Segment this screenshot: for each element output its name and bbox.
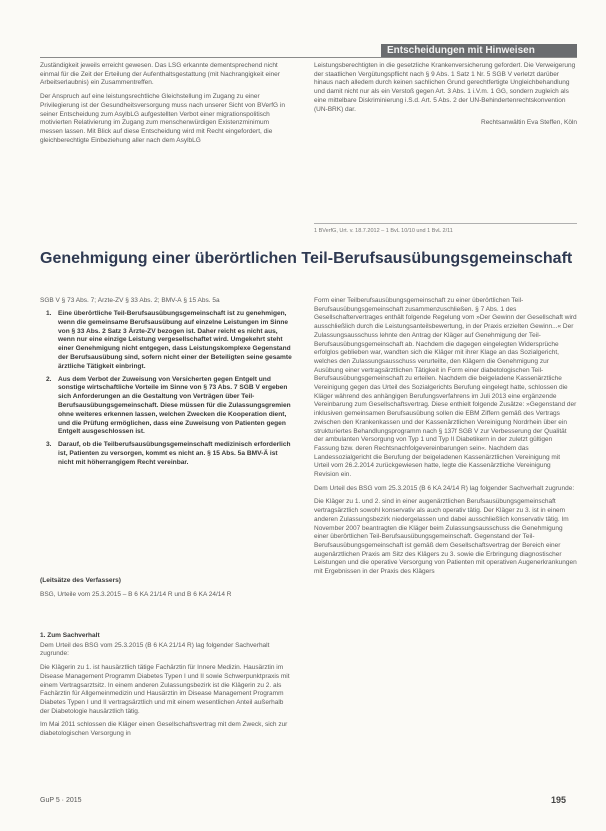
paragraph: Leistungsberechtigten in die gesetzliche Krankenversicherung gefordert. Die Verweigerung der staatlichen Vergütungspflicht nach § 9 Abs. 1 Satz 1 Nr. 5 SGB V verletzt darüber hinaus nach alledem durch keinen sachlichen Grund gerechtfertigte Ungleichbehandlung und damit nicht nur als ein Verstoß gegen Art. 3 Abs. 1 i.V.m. 1 GG, sondern zugleich als eine mittelbare Diskriminierung i.S.d. Art. 5 Abs. 2 der UN-Behindertenrechtskonvention (UN-BRK) dar. bbox=[314, 62, 576, 113]
page-number: 195 bbox=[551, 795, 567, 805]
headnote-number: 1. bbox=[46, 310, 52, 317]
paragraph: Dem Urteil des BSG vom 25.3.2015 (B 6 KA 21/14 R) lag folgender Sachverhalt zugrunde: bbox=[40, 641, 270, 658]
paragraph: Die Kläger zu 1. und 2. sind in einer augenärztlichen Berufsausübungsgemeinschaft vertragsärztlich sowohl konservativ als auch operativ tätig. Der Kläger zu 3. ist in einem anderen Zulassungsbezirk niedergelassen und dabei ausschließlich konservativ tätig. Im November 2007 beantragten die Kläger beim Zulassungsausschuss die Genehmigung einer überörtlichen Teil-Berufsausübungsgemeinschaft. Gegenstand der Teil-Berufsausübungsgemeinschaft ist gemäß dem Gesellschaftsvertrag der Bereich einer augenärztlichen Praxis am Sitz des Klägers zu 3. sowie die Erbringung diagnostischer Leistungen und die operative Versorgung von Patienten mit operativen Augenerkrankungen mit Ergebnissen in der Praxis des Klägers bbox=[314, 498, 577, 576]
norm-references: SGB V § 73 Abs. 7; Ärzte-ZV § 33 Abs. 2; BMV-Ä § 15 Abs. 5a bbox=[40, 297, 220, 304]
paragraph: Die Klägerin zu 1. ist hausärztlich tätige Fachärztin für Innere Medizin. Hausärztin im Disease Management Programm Diabetes Typen I und II sowie Schwerpunktpraxis mit einem Vertragsarztsitz. In einem anderen Zulassungsbezirk ist die Klägerin zu 2. als Fachärztin für Allgemeinmedizin und Hausärztin im Disease Management Programm Diabetes Typen I und II vertragsärztlich und mit einem wesentlichen Anteil außerhalb der Diabetologie hausärztlich tätig. bbox=[40, 664, 290, 715]
court-reference: BSG, Urteile vom 25.3.2015 – B 6 KA 21/14 R und B 6 KA 24/14 R bbox=[40, 591, 232, 598]
paragraph: Zuständigkeit jeweils erreicht gewesen. Das LSG erkannte dementsprechend nicht einmal für die Zeit der Erteilung der Aufenthaltsgestattung (mit Nachrangigkeit einer Arbeitserlaubnis) ein Zusammentreffen. bbox=[40, 62, 280, 87]
section-heading: 1. Zum Sachverhalt bbox=[40, 632, 100, 639]
headnote bbox=[40, 310, 293, 372]
headnotes bbox=[40, 310, 293, 472]
prev-article-right-column bbox=[314, 62, 577, 133]
journal-issue: GuP 5 · 2015 bbox=[40, 797, 82, 804]
footnote: 1 BVerfG, Urt. v. 18.7.2012 – 1 BvL 10/10 und 1 BvL 2/11 bbox=[314, 228, 453, 234]
article-right-column bbox=[314, 297, 577, 582]
headnote-text: Aus dem Verbot der Zuweisung von Versicherten gegen Entgelt und sonstige wirtschaftliche Vorteile im Sinne von § 73 Abs. 7 SGB V ergeben sich Anforderungen an die Gestaltung von Verträgen über Teil-Berufsausübungsgemeinschaft. Diese müssen für die Zulassungsgremien ohne weiteres erkennen lassen, welchen Zwecken die Kooperation dient, und die Prüfung ermöglichen, dass eine Zuweisung von Patienten gegen Entgelt ausgeschlossen ist. bbox=[58, 375, 291, 436]
paragraph: Der Anspruch auf eine leistungsrechtliche Gleichstellung im Zugang zu einer Privilegierung ist der Gesundheitsversorgung muss nach unserer Sicht von BVerfG in seiner Entscheidung zum AsylbLG aufgestellten Verbot einer migrationspolitisch motivierten Relativierung im Zugang zum menschenwürdigen Existenzminimum messen lassen. Mit Blick auf diese Entscheidung wird mit Recht eingefordert, die gleichberechtigte Einbeziehung aller nach dem AsylbLG bbox=[40, 93, 285, 144]
paragraph: Form einer Teilberufsausübungsgemeinschaft zu einer überörtlichen Teil-Berufsausübungsgemeinschaft zusammenzuschließen. § 7 Abs. 1 des Gesellschaftervertrages enthält folgende Regelung vom »Der Gewinn der Gesellschaft wird ausschließlich durch die Leistungsanteilsbewertung, in der Praxis erzielten Gewinn...« Der Zulassungsausschuss lehnte den Antrag der Kläger auf Genehmigung der Teil-Berufsausübungsgemeinschaft ab. Nachdem die dagegen eingelegten Widersprüche erfolglos geblieben war, wandten sich die Kläger mit ihrer Klage an das Sozialgericht, welches den Zulassungsausschuss verurteilte, den Klägern die Genehmigung zur Ausübung einer vertragsärztlichen Tätigkeit in Form einer diabetologischen Teil-Berufsausübungsgemeinschaft zu erteilen. Nachdem die beigeladene Kassenärztliche Vereinigung gegen das Urteil des Sozialgerichts Berufung eingelegt hatte, schlossen die Kläger während des anhängigen Berufungsverfahrens im Juli 2013 eine ergänzende Vereinbarung zum Gesellschaftsvertrag. Diese enthielt folgende Zusätze: »Gegenstand der inklusiven gemeinsamen Berufsausübung sollen die EBM Ziffern gemäß des Vertrags zwischen den Krankenkassen und der Kassenärztlichen Vereinigung Nordrhein über ein strukturiertes Behandlungsprogramm nach § 137f SGB V zur Verbesserung der Qualität der ambulanten Versorgung von Typ 1 und Typ II Diabetikern in der zuletzt gültigen Fassung bzw. deren Rechtsnachfolgevereinbarungen sein«. Nachdem das Landessozialgericht die Berufung der beigeladenen Kassenärztlichen Vereinigung mit Urteil vom 26.2.2014 zurückgewiesen hatte, legte die Kassenärztliche Vereinigung Revision ein. bbox=[314, 297, 577, 479]
paragraph: Dem Urteil des BSG vom 25.3.2015 (B 6 KA 24/14 R) lag folgender Sachverhalt zugrunde: bbox=[314, 484, 575, 492]
headnote bbox=[40, 441, 293, 467]
header-rule bbox=[40, 57, 577, 58]
headnote-attribution: (Leitsätze des Verfassers) bbox=[40, 577, 121, 584]
section-label: Entscheidungen mit Hinweisen bbox=[381, 44, 577, 58]
headnote bbox=[40, 376, 293, 438]
article-left-column bbox=[40, 632, 293, 744]
headnote-text: Darauf, ob die Teilberufsausübungsgemeinschaft medizinisch erforderlich ist, Patienten zu versorgen, kommt es nicht an. § 15 Abs. 5a BMV-Ä ist nicht mit höherrangigem Recht vereinbar. bbox=[58, 441, 291, 466]
article-title: Genehmigung einer überörtlichen Teil-Berufsausübungsgemeinschaft bbox=[40, 250, 573, 267]
prev-article-left-column bbox=[40, 62, 293, 150]
footnote-rule bbox=[314, 223, 577, 224]
headnote-number: 3. bbox=[46, 441, 52, 449]
paragraph: Im Mai 2011 schlossen die Kläger einen Gesellschaftsvertrag mit dem Zweck, sich zur diabetologischen Versorgung in bbox=[40, 721, 288, 738]
headnote-number: 2. bbox=[46, 375, 52, 383]
author-signature: Rechtsanwältin Eva Steffen, Köln bbox=[481, 119, 577, 127]
headnote-text: Eine überörtliche Teil-Berufsausübungsgemeinschaft ist zu genehmigen, wenn die gemeinsame Berufsausübung auf einzelne Leistungen im Sinne von § 33 Abs. 2 Satz 3 Ärzte-ZV bezogen ist. Daher reicht es nicht aus, wenn nur eine einzige Leistung vergesellschaftet wird. Umgekehrt steht einer Genehmigung nicht entgegen, dass Leistungskomplexe Gegenstand der Berufsausübung sind, sofern nicht einer der Beteiligten seine gesamte ärztliche Tätigkeit einbringt. bbox=[58, 310, 292, 370]
